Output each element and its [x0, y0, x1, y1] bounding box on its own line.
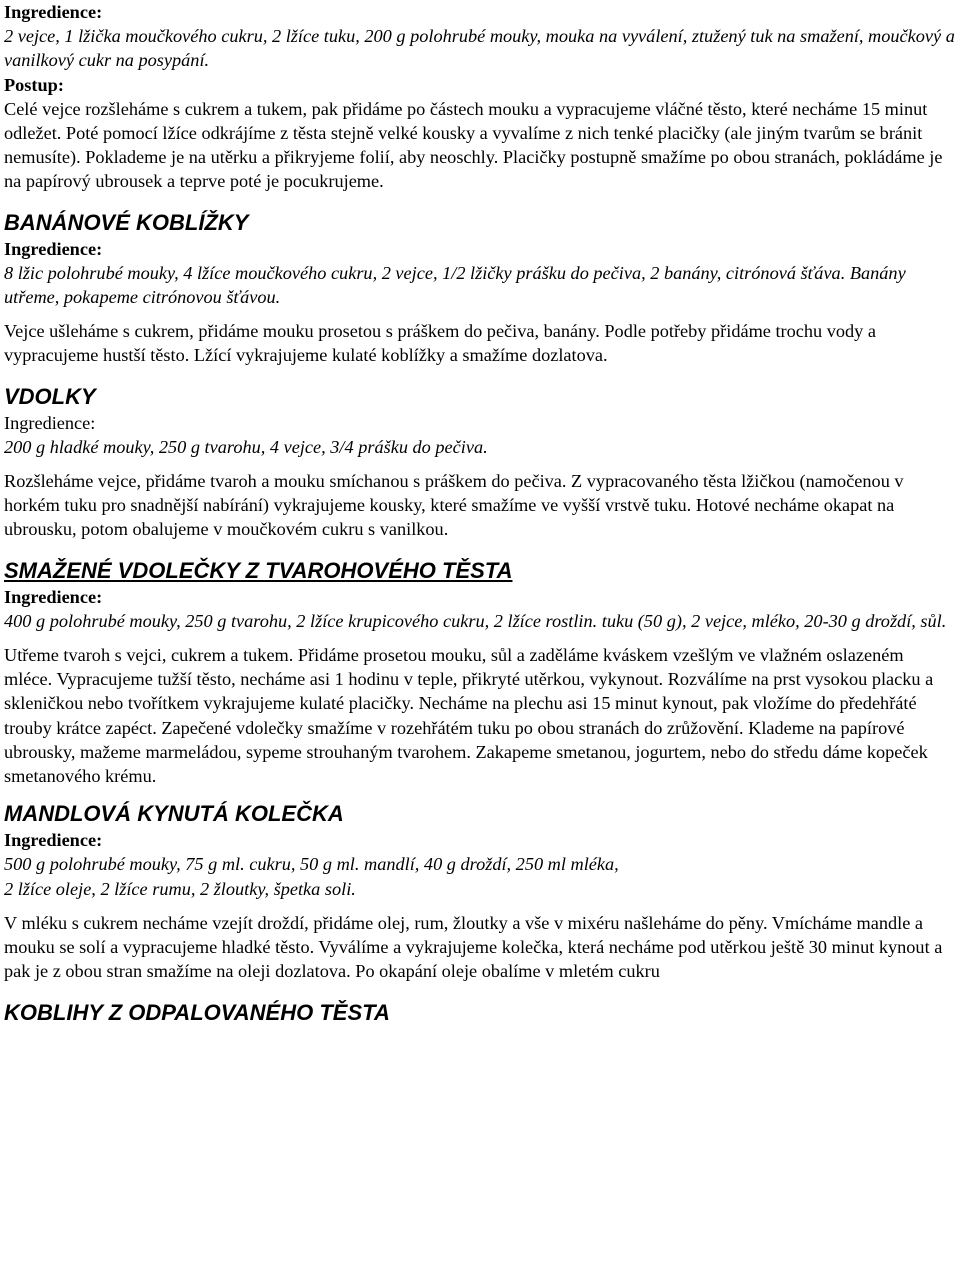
recipe-smazene-vdolecky: [4, 557, 956, 789]
ingredients-label: Ingredience:: [4, 830, 103, 851]
ingredients-line-2: 2 lžíce oleje, 2 lžíce rumu, 2 žloutky, špetka soli.: [4, 878, 356, 899]
method-text: Vejce ušleháme s cukrem, přidáme mouku prosetou s práškem do pečiva, banány. Podle potřeby přidáme trochu vody a vypracujeme hustší těsto. Lžící vykrajujeme kulaté koblížky a smažíme dozlatova.: [4, 321, 876, 366]
ingredients-label: Ingredience:: [4, 238, 103, 259]
method-text: Celé vejce rozšleháme s cukrem a tukem, pak přidáme po částech mouku a vypracujeme vláčné těsto, které necháme 15 minut odležet. Poté pomocí lžíce odkrájíme z těsta stejně velké kousky a vyvalíme z nich tenké placičky (ale jiným tvarům se bránit nemusíte). Poklademe je na utěrku a přikryjeme folií, aby neoschly. Placičky postupně smažíme po obou stranách, pokládáme je na papírový ubrousek a teprve poté je pocukrujeme.: [4, 98, 943, 192]
ingredients-label: Ingredience:: [4, 586, 103, 607]
method-text: Rozšleháme vejce, přidáme tvaroh a mouku smíchanou s práškem do pečiva. Z vypracovaného těsta lžičkou (namočenou v horkém tuku pro snadnější nabírání) vykrajujeme kousky, které smažíme ve vyšší vrstvě tuku. Hotové necháme okapat na ubrousku, potom obalujeme v moučkovém cukru s vanilkou.: [4, 471, 904, 540]
recipe-vdolky: [4, 383, 956, 542]
recipe-document: [4, 0, 956, 1027]
ingredients-text: 200 g hladké mouky, 250 g tvarohu, 4 vejce, 3/4 prášku do pečiva.: [4, 436, 488, 457]
recipe-mandlova-kolecka: [4, 800, 956, 983]
recipe-title: BANÁNOVÉ KOBLÍŽKY: [4, 209, 249, 235]
recipe-koblihy: [4, 999, 956, 1027]
method-label: Postup:: [4, 74, 64, 95]
ingredients-text: 8 lžic polohrubé mouky, 4 lžíce moučkového cukru, 2 vejce, 1/2 lžičky prášku do pečiva, 2 banány, citrónová šťáva. Banány utřeme, pokapeme citrónovou šťávou.: [4, 262, 906, 308]
recipe-title: KOBLIHY Z ODPALOVANÉHO TĚSTA: [4, 999, 390, 1025]
ingredients-text: 400 g polohrubé mouky, 250 g tvarohu, 2 lžíce krupicového cukru, 2 lžíce rostlin. tuku (50 g), 2 vejce, mléko, 20-30 g droždí, sůl.: [4, 610, 947, 631]
ingredients-line-1: 500 g polohrubé mouky, 75 g ml. cukru, 50 g ml. mandlí, 40 g droždí, 250 ml mléka,: [4, 854, 619, 875]
intro-recipe: [4, 0, 956, 194]
method-text: Utřeme tvaroh s vejci, cukrem a tukem. Přidáme prosetou mouku, sůl a zaděláme kváskem vzešlým ve vlažném oslazeném mléce. Vypracujeme tužší těsto, necháme asi 1 hodinu v teple, přikryté utěrkou, vykynout. Rozválíme na prst vysokou placku a skleničkou nebo tvořítkem vykrajujeme kulaté placičky. Necháme na plechu asi 15 minut kynout, pak vložíme do předehřáté trouby krátce zapéct. Zapečené vdolečky smažíme v rozehřátém tuku po obou stranách do zrůžovění. Klademe na papírové ubrousky, mažeme marmeládou, sypeme strouhaným tvarohem. Zakapeme smetanou, jogurtem, nebo do středu dáme kopeček smetanového krému.: [4, 645, 934, 787]
method-text: V mléku s cukrem necháme vzejít droždí, přidáme olej, rum, žloutky a vše v mixéru našleháme do pěny. Vmícháme mandle a mouku se solí a vypracujeme hladké těsto. Vyválíme a vykrajujeme kolečka, která necháme pod utěrkou ještě 30 minut kynout a pak je z obou stran smažíme na oleji dozlatova. Po okapání oleje obalíme v mletém cukru: [4, 912, 943, 982]
recipe-title: SMAŽENÉ VDOLEČKY Z TVAROHOVÉHO TĚSTA: [4, 557, 513, 583]
ingredients-label: Ingredience:: [4, 412, 96, 433]
recipe-title: MANDLOVÁ KYNUTÁ KOLEČKA: [4, 801, 344, 827]
recipe-title: VDOLKY: [4, 383, 96, 409]
ingredients-text: 2 vejce, 1 lžička moučkového cukru, 2 lžíce tuku, 200 g polohrubé mouky, mouka na vyválení, ztužený tuk na smažení, moučkový a vanilkový cukr na posypání.: [4, 26, 955, 71]
ingredients-label: Ingredience:: [4, 2, 103, 22]
recipe-bananove-koblizky: [4, 209, 956, 368]
